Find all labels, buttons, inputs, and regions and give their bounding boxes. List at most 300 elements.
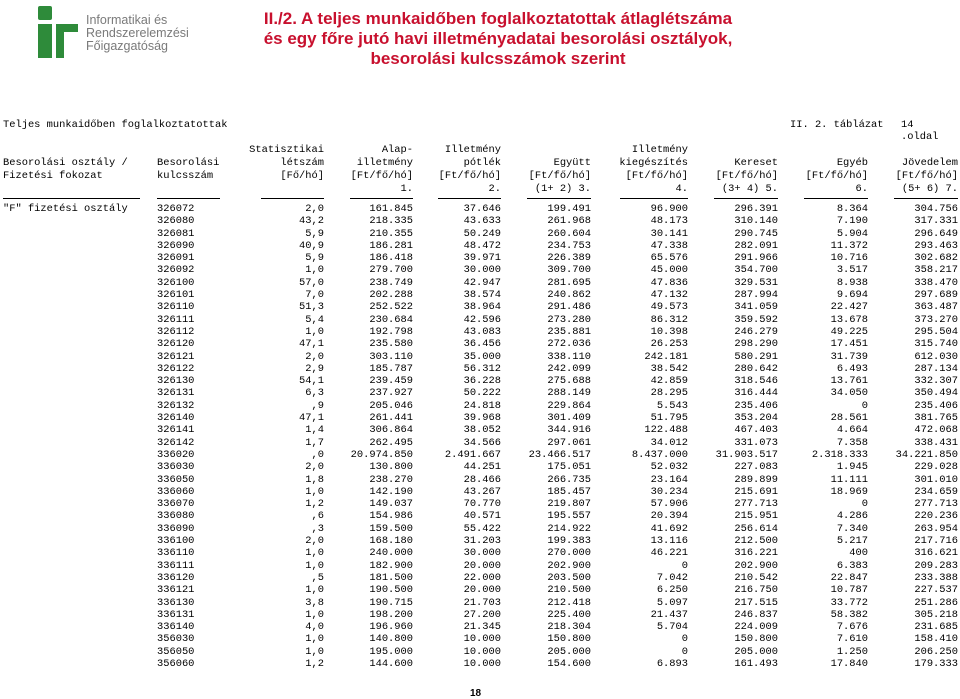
- table-cell: 43,2: [299, 215, 324, 228]
- table-cell: 13.761: [830, 375, 868, 388]
- table-cell: 301.010: [914, 473, 958, 486]
- header-cell: [Ft/fő/hó]: [715, 170, 778, 182]
- table-cell: 37.646: [463, 203, 501, 215]
- table-cell: 175.051: [547, 461, 591, 474]
- table-cell: 18.969: [830, 485, 868, 498]
- table-row: [0, 215, 960, 227]
- table-cell: 381.765: [914, 412, 958, 425]
- table-cell: 287.994: [734, 289, 778, 302]
- table-cell: 6.893: [656, 657, 688, 670]
- row-code: 356050: [157, 645, 195, 658]
- row-code: 326101: [157, 289, 195, 302]
- table-row: [0, 486, 960, 498]
- table-cell: 5,9: [305, 227, 324, 240]
- table-cell: 22.000: [463, 571, 501, 584]
- table-row: [0, 510, 960, 522]
- table-cell: 242.181: [644, 350, 688, 363]
- table-cell: 30.141: [650, 227, 688, 240]
- table-cell: 42.859: [650, 375, 688, 388]
- table-cell: 205.000: [734, 645, 778, 658]
- table-cell: 47,1: [299, 338, 324, 351]
- row-code: 326122: [157, 362, 195, 375]
- table-cell: 17.451: [830, 338, 868, 351]
- table-row: [0, 474, 960, 486]
- header-rule: [714, 198, 778, 199]
- table-cell: 47.836: [650, 276, 688, 289]
- table-cell: 1,0: [305, 608, 324, 621]
- table-cell: 1.945: [836, 461, 868, 474]
- table-cell: 7.610: [836, 633, 868, 646]
- table-cell: 220.236: [914, 510, 958, 523]
- row-code: 326092: [157, 264, 195, 277]
- table-cell: 38.052: [463, 424, 501, 437]
- table-cell: 291.486: [547, 301, 591, 314]
- table-cell: 150.800: [734, 633, 778, 646]
- table-cell: 338.110: [547, 350, 591, 363]
- table-row: [0, 375, 960, 387]
- table-cell: 296.391: [734, 203, 778, 215]
- table-cell: 9.694: [836, 289, 868, 302]
- table-cell: 467.403: [734, 424, 778, 437]
- table-cell: 329.531: [734, 276, 778, 289]
- table-cell: 1,0: [305, 559, 324, 572]
- row-code: 326142: [157, 436, 195, 449]
- table-cell: 0: [861, 399, 868, 412]
- table-cell: 235.406: [914, 399, 958, 412]
- table-cell: 51.795: [650, 412, 688, 425]
- table-cell: 1.250: [836, 645, 868, 658]
- table-cell: 17.840: [830, 657, 868, 670]
- table-cell: 239.459: [369, 375, 413, 388]
- table-row: [0, 240, 960, 252]
- table-cell: 1,2: [305, 657, 324, 670]
- table-cell: 42.596: [463, 313, 501, 326]
- header-cell: Kereset: [734, 157, 778, 169]
- header-cell: kulcsszám: [157, 170, 214, 182]
- row-code: 336100: [157, 535, 195, 548]
- table-cell: 195.000: [369, 645, 413, 658]
- table-cell: 158.410: [914, 633, 958, 646]
- row-code: 326120: [157, 338, 195, 351]
- table-cell: 70.770: [463, 498, 501, 511]
- table-cell: 206.250: [914, 645, 958, 658]
- header-rule: [157, 198, 220, 199]
- table-header: [0, 144, 960, 196]
- logo-line-2: Rendszerelemzési: [86, 26, 189, 40]
- table-cell: 43.083: [463, 325, 501, 338]
- table-cell: 31.739: [830, 350, 868, 363]
- table-cell: 277.713: [734, 498, 778, 511]
- table-cell: 36.228: [463, 375, 501, 388]
- table-cell: 190.500: [369, 584, 413, 597]
- header-cell: [Ft/fő/hó]: [895, 170, 958, 182]
- row-code: 326111: [157, 313, 195, 326]
- table-cell: 57,0: [299, 276, 324, 289]
- table-cell: 6,3: [305, 387, 324, 400]
- table-row: [0, 584, 960, 596]
- report-subject: Teljes munkaidőben foglalkoztatottak: [3, 119, 228, 131]
- table-cell: 179.333: [914, 657, 958, 670]
- table-cell: 341.059: [734, 301, 778, 314]
- table-cell: 272.036: [547, 338, 591, 351]
- table-cell: 231.685: [914, 621, 958, 634]
- table-cell: 1,0: [305, 584, 324, 597]
- table-cell: 7,0: [305, 289, 324, 302]
- table-cell: 304.756: [914, 203, 958, 215]
- table-cell: 280.642: [734, 362, 778, 375]
- header-cell: létszám: [280, 157, 324, 169]
- header-rule: [894, 198, 958, 199]
- row-code: 326140: [157, 412, 195, 425]
- table-cell: 303.110: [369, 350, 413, 363]
- table-cell: 229.864: [547, 399, 591, 412]
- table-cell: 7.190: [836, 215, 868, 228]
- table-row: [0, 646, 960, 658]
- table-cell: 198.200: [369, 608, 413, 621]
- table-cell: 262.495: [369, 436, 413, 449]
- header-cell: Illetmény: [444, 144, 501, 156]
- table-row: [0, 449, 960, 461]
- table-cell: 316.221: [734, 547, 778, 560]
- table-cell: 5.217: [836, 535, 868, 548]
- header-cell: Együtt: [553, 157, 591, 169]
- table-cell: 2,0: [305, 535, 324, 548]
- table-row: [0, 572, 960, 584]
- table-cell: 154.600: [547, 657, 591, 670]
- table-cell: 20.394: [650, 510, 688, 523]
- table-cell: 316.444: [734, 387, 778, 400]
- row-code: 326100: [157, 276, 195, 289]
- table-cell: 209.283: [914, 559, 958, 572]
- page-number: 18: [470, 688, 482, 699]
- table-cell: 22.847: [830, 571, 868, 584]
- table-cell: 21.703: [463, 596, 501, 609]
- table-cell: 237.927: [369, 387, 413, 400]
- table-cell: 1,0: [305, 325, 324, 338]
- table-cell: 296.649: [914, 227, 958, 240]
- table-cell: 28.295: [650, 387, 688, 400]
- table-row: [0, 338, 960, 350]
- table-cell: 293.463: [914, 239, 958, 252]
- table-row: [0, 412, 960, 424]
- table-cell: ,5: [311, 571, 324, 584]
- row-code: 336131: [157, 608, 195, 621]
- table-cell: 273.280: [547, 313, 591, 326]
- table-cell: 266.735: [547, 473, 591, 486]
- page-indicator: 14 .oldal: [901, 119, 939, 143]
- header-cell: Alap-: [381, 144, 413, 156]
- table-cell: 291.966: [734, 252, 778, 265]
- table-cell: ,6: [311, 510, 324, 523]
- table-cell: 50.222: [463, 387, 501, 400]
- table-row: [0, 560, 960, 572]
- table-cell: 212.500: [734, 535, 778, 548]
- table-row: [0, 597, 960, 609]
- header-rule: [804, 198, 868, 199]
- table-cell: 3.517: [836, 264, 868, 277]
- table-cell: 4.286: [836, 510, 868, 523]
- table-cell: 210.500: [547, 584, 591, 597]
- table-cell: 8.364: [836, 203, 868, 215]
- table-row: [0, 277, 960, 289]
- table-cell: 215.691: [734, 485, 778, 498]
- table-cell: 24.818: [463, 399, 501, 412]
- table-row: [0, 633, 960, 645]
- row-code: 326081: [157, 227, 195, 240]
- header-row: [0, 157, 960, 170]
- table-cell: 39.971: [463, 252, 501, 265]
- table-cell: 34.221.850: [895, 448, 958, 461]
- table-cell: 144.600: [369, 657, 413, 670]
- table-cell: 13.678: [830, 313, 868, 326]
- table-cell: 192.798: [369, 325, 413, 338]
- table-cell: 1,0: [305, 485, 324, 498]
- table-cell: 226.389: [547, 252, 591, 265]
- table-cell: 202.900: [734, 559, 778, 572]
- table-cell: 287.134: [914, 362, 958, 375]
- table-cell: 49.573: [650, 301, 688, 314]
- header-cell: [Ft/fő/hó]: [350, 170, 413, 182]
- table-cell: 34.050: [830, 387, 868, 400]
- table-cell: 161.845: [369, 203, 413, 215]
- row-code: 326110: [157, 301, 195, 314]
- table-cell: 225.400: [547, 608, 591, 621]
- table-cell: 354.700: [734, 264, 778, 277]
- logo: [36, 6, 236, 58]
- table-cell: 373.270: [914, 313, 958, 326]
- table-cell: 13.116: [650, 535, 688, 548]
- header-cell: 6.: [855, 183, 868, 195]
- header-row: [0, 144, 960, 157]
- table-cell: 36.456: [463, 338, 501, 351]
- table-cell: ,3: [311, 522, 324, 535]
- table-cell: 238.749: [369, 276, 413, 289]
- table-cell: 227.537: [914, 584, 958, 597]
- table-cell: 42.947: [463, 276, 501, 289]
- table-cell: 5.904: [836, 227, 868, 240]
- table-cell: 47.132: [650, 289, 688, 302]
- table-cell: 240.862: [547, 289, 591, 302]
- row-code: 356060: [157, 657, 195, 670]
- header-cell: (5+ 6) 7.: [901, 183, 958, 195]
- table-cell: 256.614: [734, 522, 778, 535]
- table-cell: 181.500: [369, 571, 413, 584]
- header-cell: 2.: [488, 183, 501, 195]
- table-cell: 20.000: [463, 559, 501, 572]
- logo-line-1: Informatikai és: [86, 13, 168, 27]
- table-cell: 214.922: [547, 522, 591, 535]
- table-cell: 1,4: [305, 424, 324, 437]
- table-cell: 142.190: [369, 485, 413, 498]
- table-cell: 261.968: [547, 215, 591, 228]
- table-cell: 215.951: [734, 510, 778, 523]
- table-cell: 96.900: [650, 203, 688, 215]
- table-cell: 229.028: [914, 461, 958, 474]
- table-cell: 0: [681, 559, 688, 572]
- table-cell: 309.700: [547, 264, 591, 277]
- table-cell: 1,8: [305, 473, 324, 486]
- row-code: 336120: [157, 571, 195, 584]
- header-row: [0, 183, 960, 196]
- table-cell: 358.217: [914, 264, 958, 277]
- table-cell: 4.664: [836, 424, 868, 437]
- table-cell: 1,7: [305, 436, 324, 449]
- table-row: [0, 252, 960, 264]
- table-cell: 235.406: [734, 399, 778, 412]
- table-cell: 251.286: [914, 596, 958, 609]
- table-cell: 210.542: [734, 571, 778, 584]
- table-cell: 242.099: [547, 362, 591, 375]
- row-code: 336121: [157, 584, 195, 597]
- header-cell: Illetmény: [631, 144, 688, 156]
- table-cell: 210.355: [369, 227, 413, 240]
- row-code: 336130: [157, 596, 195, 609]
- table-cell: 31.203: [463, 535, 501, 548]
- table-cell: 0: [861, 498, 868, 511]
- table-cell: 21.437: [650, 608, 688, 621]
- table-cell: 182.900: [369, 559, 413, 572]
- header-cell: Besorolási osztály /: [3, 157, 128, 169]
- table-row: [0, 289, 960, 301]
- header-rule: [527, 198, 591, 199]
- header-rule: [3, 198, 140, 199]
- table-cell: 26.253: [650, 338, 688, 351]
- table-cell: 261.441: [369, 412, 413, 425]
- table-cell: 246.279: [734, 325, 778, 338]
- header-cell: Statisztikai: [249, 144, 324, 156]
- header-cell: [Fő/hó]: [280, 170, 324, 182]
- table-cell: 612.030: [914, 350, 958, 363]
- table-cell: 5.097: [656, 596, 688, 609]
- table-cell: 34.012: [650, 436, 688, 449]
- row-code: 326121: [157, 350, 195, 363]
- table-cell: 1,0: [305, 547, 324, 560]
- header-cell: [Ft/fő/hó]: [438, 170, 501, 182]
- table-cell: 318.546: [734, 375, 778, 388]
- table-cell: 227.083: [734, 461, 778, 474]
- table-row: [0, 387, 960, 399]
- table-cell: 44.251: [463, 461, 501, 474]
- table-cell: ,9: [311, 399, 324, 412]
- table-cell: 6.493: [836, 362, 868, 375]
- table-cell: 224.009: [734, 621, 778, 634]
- table-cell: 34.566: [463, 436, 501, 449]
- table-cell: 45.000: [650, 264, 688, 277]
- table-cell: 297.061: [547, 436, 591, 449]
- row-code: 326080: [157, 215, 195, 228]
- table-cell: 240.000: [369, 547, 413, 560]
- table-cell: 30.000: [463, 264, 501, 277]
- table-cell: 7.340: [836, 522, 868, 535]
- row-code: 326091: [157, 252, 195, 265]
- table-cell: 199.491: [547, 203, 591, 215]
- row-code: 326072: [157, 203, 195, 215]
- table-cell: 233.388: [914, 571, 958, 584]
- table-cell: 0: [681, 645, 688, 658]
- table-cell: 202.900: [547, 559, 591, 572]
- table-cell: 7.676: [836, 621, 868, 634]
- table-cell: 288.149: [547, 387, 591, 400]
- header-cell: [Ft/fő/hó]: [625, 170, 688, 182]
- table-row: [0, 301, 960, 313]
- table-cell: 20.974.850: [350, 448, 413, 461]
- table-cell: 7.042: [656, 571, 688, 584]
- table-cell: 168.180: [369, 535, 413, 548]
- table-cell: 219.807: [547, 498, 591, 511]
- table-cell: 1,0: [305, 645, 324, 658]
- table-cell: 218.304: [547, 621, 591, 634]
- table-cell: 57.906: [650, 498, 688, 511]
- table-cell: 338.470: [914, 276, 958, 289]
- table-cell: 54,1: [299, 375, 324, 388]
- row-category: "F" fizetési osztály: [3, 203, 128, 215]
- table-cell: 23.164: [650, 473, 688, 486]
- table-reference: II. 2. táblázat: [790, 119, 884, 131]
- table-cell: 10.000: [463, 633, 501, 646]
- table-cell: 10.398: [650, 325, 688, 338]
- table-cell: 472.068: [914, 424, 958, 437]
- table-cell: 302.682: [914, 252, 958, 265]
- table-cell: 10.000: [463, 645, 501, 658]
- header-rule: [261, 198, 324, 199]
- table-cell: 202.288: [369, 289, 413, 302]
- table-cell: 31.903.517: [715, 448, 778, 461]
- row-code: 336111: [157, 559, 195, 572]
- table-cell: 205.000: [547, 645, 591, 658]
- table-cell: 301.409: [547, 412, 591, 425]
- table-cell: 52.032: [650, 461, 688, 474]
- header-cell: Besorolási: [157, 157, 220, 169]
- report-header-line: [3, 119, 957, 143]
- table-cell: 277.713: [914, 498, 958, 511]
- logo-mark-icon: [36, 6, 80, 58]
- table-cell: 332.307: [914, 375, 958, 388]
- header-cell: (1+ 2) 3.: [534, 183, 591, 195]
- table-cell: 2,0: [305, 203, 324, 215]
- table-cell: 40.571: [463, 510, 501, 523]
- table-cell: 282.091: [734, 239, 778, 252]
- title-line-3: besorolási kulcsszámok szerint: [370, 49, 626, 68]
- header-rule: [438, 198, 501, 199]
- table-cell: 58.382: [830, 608, 868, 621]
- table-cell: 23.466.517: [528, 448, 591, 461]
- table-cell: 235.580: [369, 338, 413, 351]
- table-body: [0, 203, 960, 670]
- header-cell: pótlék: [463, 157, 501, 169]
- table-cell: 270.000: [547, 547, 591, 560]
- table-cell: 234.753: [547, 239, 591, 252]
- row-code: 336050: [157, 473, 195, 486]
- table-cell: 38.964: [463, 301, 501, 314]
- table-cell: 331.073: [734, 436, 778, 449]
- table-cell: 51,3: [299, 301, 324, 314]
- table-row: [0, 314, 960, 326]
- table-cell: 305.218: [914, 608, 958, 621]
- table-cell: 2.318.333: [811, 448, 868, 461]
- table-cell: 38.542: [650, 362, 688, 375]
- table-row: [0, 400, 960, 412]
- table-cell: 5,4: [305, 313, 324, 326]
- table-row: [0, 203, 960, 215]
- table-cell: 65.576: [650, 252, 688, 265]
- table-cell: 41.692: [650, 522, 688, 535]
- table-row: [0, 658, 960, 670]
- title-line-1: II./2. A teljes munkaidőben foglalkoztatottak átlaglétszáma: [263, 9, 733, 28]
- row-code: 336020: [157, 448, 195, 461]
- table-cell: 10.716: [830, 252, 868, 265]
- table-cell: 27.200: [463, 608, 501, 621]
- table-cell: 186.418: [369, 252, 413, 265]
